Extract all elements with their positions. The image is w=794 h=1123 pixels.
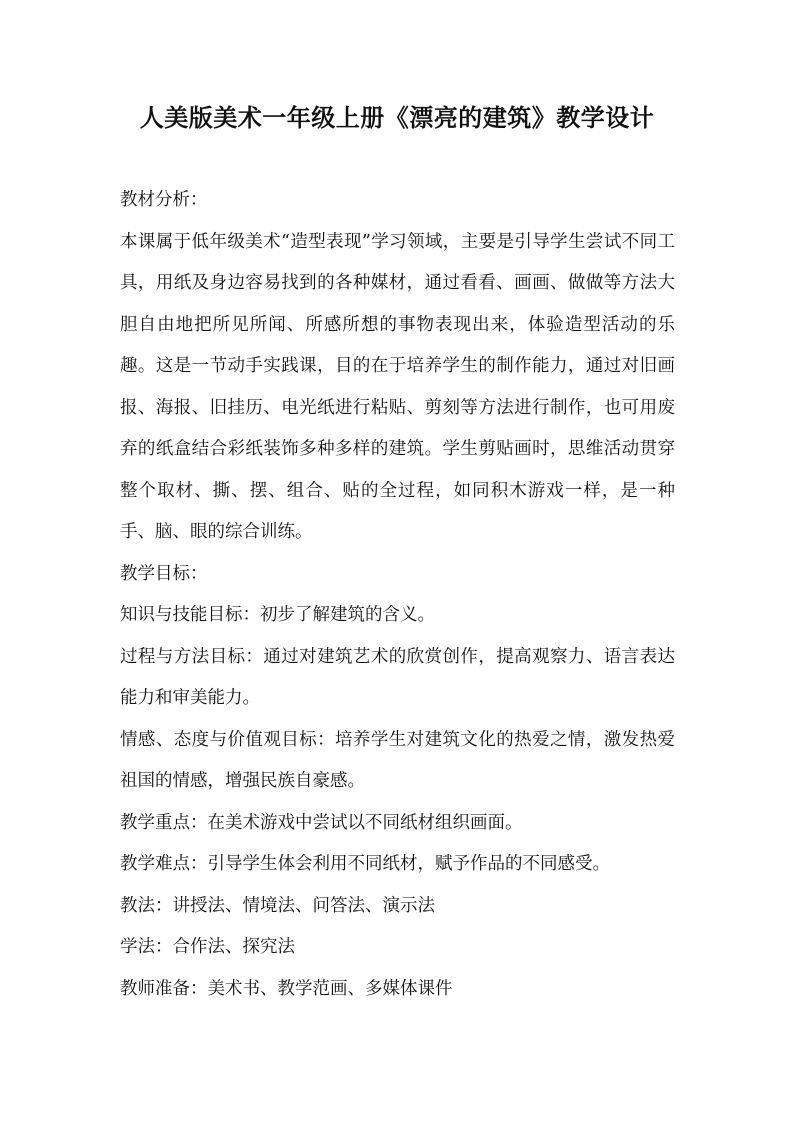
document-body [120,180,675,1010]
section-heading-material-analysis: 教材分析： [120,190,208,210]
paragraph-process-method-objective: 过程与方法目标：通过对建筑艺术的欣赏创作，提高观察力、语言表达能力和审美能力。 [120,646,675,708]
paragraph-teaching-focus: 教学重点：在美术游戏中尝试以不同纸材组织画面。 [120,812,523,833]
paragraph-material-analysis: 本课属于低年级美术“造型表现”学习领域，主要是引导学生尝试不同工具，用纸及身边容易找到的各种媒材，通过看看、画画、做做等方法大胆自由地把所见所闻、所感所想的事物表现出来，体验造型活动的乐趣。这是一节动手实践课，目的在于培养学生的制作能力，通过对旧画报、海报、旧挂历、电光纸进行粘贴、剪刻等方法进行制作，也可用废弃的纸盒结合彩纸装饰多种多样的建筑。学生剪贴画时，思维活动贯穿整个取材、撕、摆、组合、贴的全过程，如同积木游戏一样，是一种手、脑、眼的综合训练。 [120,231,675,542]
paragraph-knowledge-skill-objective: 知识与技能目标：初步了解建筑的含义。 [120,605,435,625]
document-title: 人美版美术一年级上册《漂亮的建筑》教学设计 [139,103,655,132]
paragraph-teacher-preparation: 教师准备：美术书、教学范画、多媒体课件 [120,978,453,999]
paragraph-teaching-methods: 教法：讲授法、情境法、问答法、演示法 [120,895,435,916]
paragraph-emotion-attitude-objective: 情感、态度与价值观目标：培养学生对建筑文化的热爱之情，激发热爱祖国的情感，增强民族自豪感。 [120,729,675,791]
paragraph-learning-methods: 学法：合作法、探究法 [120,937,295,957]
section-heading-teaching-objectives: 教学目标： [120,563,208,584]
paragraph-teaching-difficulty: 教学难点：引导学生体会利用不同纸材，赋予作品的不同感受。 [120,854,610,874]
